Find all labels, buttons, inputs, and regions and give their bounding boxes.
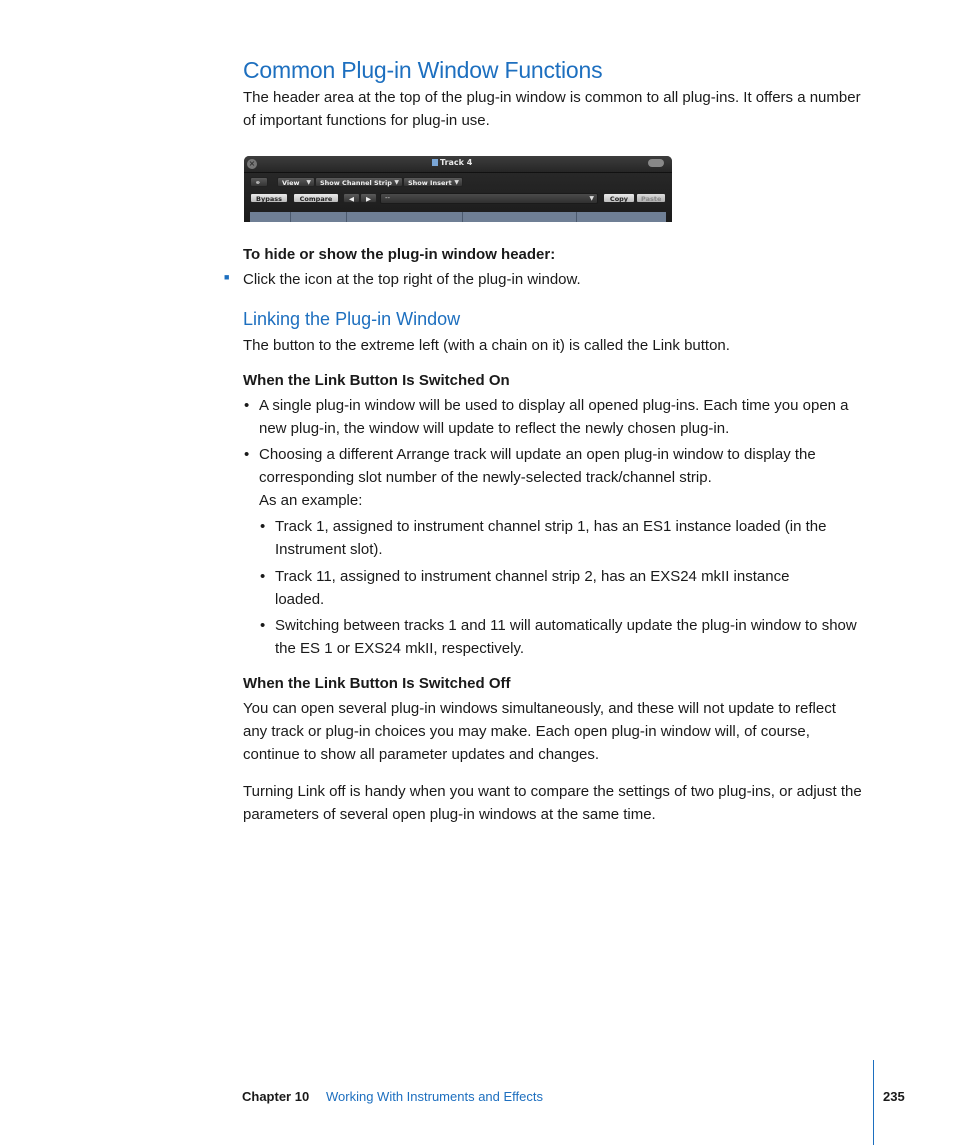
show-channel-strip-label: Show Channel Strip bbox=[320, 179, 392, 187]
intro-paragraph: The header area at the top of the plug-in window is common to all plug-ins. It offers a number of important functions for plug-in use. bbox=[243, 89, 861, 129]
turning-paragraph: Turning Link off is handy when you want to compare the settings of two plug-ins, or adjust the parameters of several open plug-in windows at the same time. bbox=[243, 783, 862, 823]
off-paragraph: You can open several plug-in windows simultaneously, and these will not update to reflect any track or plug-in choices you may make. Each open plug-in window will, of course, continue to show all parameter updates and changes. bbox=[243, 700, 836, 763]
chevron-down-icon: ▼ bbox=[394, 179, 399, 186]
task-step: Click the icon at the top right of the plug-in window. bbox=[243, 271, 581, 288]
bypass-button[interactable]: Bypass bbox=[250, 193, 288, 203]
example-lead: As an example: bbox=[259, 492, 363, 509]
sub-bullet-2: Track 11, assigned to instrument channel strip 2, has an EXS24 mkII instance loaded. bbox=[275, 568, 790, 608]
square-bullet-icon: ■ bbox=[224, 272, 230, 282]
bullet-dot: • bbox=[244, 397, 250, 414]
on-bullet-1: A single plug-in window will be used to display all opened plug-ins. Each time you open a new plug-in, the window will update to reflect the newly chosen plug-in. bbox=[259, 397, 849, 437]
footer-section: Working With Instruments and Effects bbox=[326, 1089, 543, 1104]
previous-setting-button[interactable] bbox=[343, 193, 360, 203]
plugin-tab-strip bbox=[250, 212, 666, 222]
on-bullet-2: Choosing a different Arrange track will update an open plug-in window to display the corresponding slot number of the newly-selected track/channel strip. bbox=[259, 446, 816, 486]
preset-menu[interactable] bbox=[380, 193, 598, 204]
view-menu[interactable] bbox=[277, 177, 315, 187]
bullet-dot: • bbox=[244, 446, 250, 463]
preset-value: -- bbox=[385, 194, 391, 202]
bullet-dot: • bbox=[260, 568, 266, 585]
link-button[interactable] bbox=[250, 177, 268, 187]
bullet-dot: • bbox=[260, 617, 266, 634]
chain-icon: ⚭ bbox=[255, 179, 261, 187]
arrow-left-icon: ◀ bbox=[349, 195, 354, 203]
show-insert-label: Show Insert bbox=[408, 179, 452, 187]
footer-divider bbox=[873, 1060, 874, 1145]
bullet-dot: • bbox=[260, 518, 266, 535]
paste-button[interactable]: Paste bbox=[636, 193, 666, 203]
task-heading: To hide or show the plug-in window header: bbox=[243, 246, 556, 263]
footer-chapter: Chapter 10 bbox=[242, 1089, 310, 1104]
chevron-down-icon: ▼ bbox=[306, 179, 311, 186]
show-insert-menu[interactable] bbox=[403, 177, 463, 187]
plugin-window-title-text: Track 4 bbox=[440, 158, 473, 167]
instrument-icon bbox=[432, 159, 438, 166]
close-icon[interactable]: × bbox=[248, 159, 256, 168]
arrow-right-icon: ▶ bbox=[366, 195, 371, 203]
on-heading: When the Link Button Is Switched On bbox=[243, 372, 510, 389]
header-toggle-icon[interactable] bbox=[648, 159, 664, 167]
plugin-window-titlebar bbox=[244, 156, 672, 173]
copy-button[interactable]: Copy bbox=[603, 193, 635, 203]
show-channel-strip-menu[interactable] bbox=[315, 177, 403, 187]
next-setting-button[interactable] bbox=[360, 193, 377, 203]
compare-button[interactable]: Compare bbox=[293, 193, 339, 203]
link-intro: The button to the extreme left (with a chain on it) is called the Link button. bbox=[243, 337, 730, 354]
off-heading: When the Link Button Is Switched Off bbox=[243, 675, 511, 692]
sub-bullet-1: Track 1, assigned to instrument channel strip 1, has an ES1 instance loaded (in the Instrument slot). bbox=[275, 518, 827, 558]
page-number: 235 bbox=[883, 1089, 905, 1104]
section-heading: Linking the Plug-in Window bbox=[243, 309, 461, 329]
view-menu-label: View bbox=[282, 179, 300, 187]
plugin-window-title bbox=[432, 158, 472, 167]
chevron-down-icon: ▼ bbox=[589, 195, 594, 202]
page-title: Common Plug-in Window Functions bbox=[243, 57, 603, 83]
plugin-window-header-screenshot bbox=[244, 156, 672, 222]
sub-bullet-3: Switching between tracks 1 and 11 will automatically update the plug-in window to show the ES 1 or EXS24 mkII, respectively. bbox=[275, 617, 857, 657]
chevron-down-icon: ▼ bbox=[454, 179, 459, 186]
